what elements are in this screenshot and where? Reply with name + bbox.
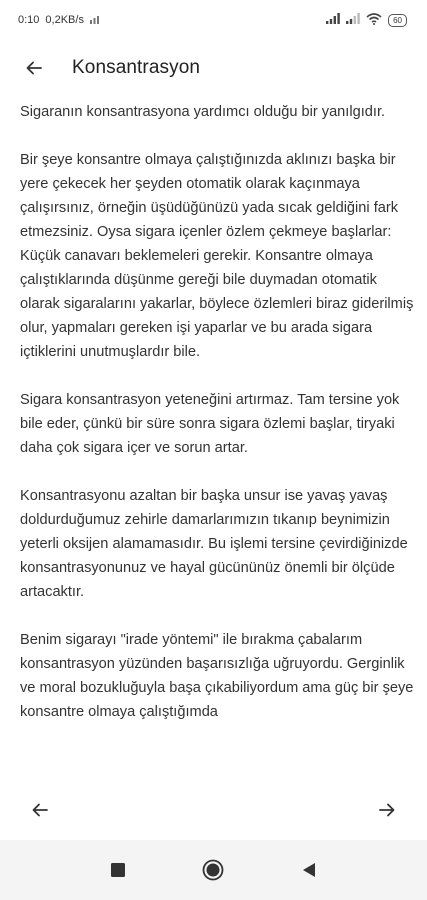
battery-icon: 60	[388, 14, 407, 27]
home-icon	[202, 859, 224, 881]
next-page-button[interactable]	[367, 790, 407, 830]
status-right	[326, 13, 407, 28]
wifi-icon	[366, 13, 382, 28]
network-speed: 0,2KB/s	[45, 14, 84, 26]
paragraph-2: Bir şeye konsantre olmaya çalıştığınızda aklınızı başka bir yere çekecek her şeyden otomatik olarak kaçınmaya çalışırsınız, örneğin üşüdüğünüzü yada sıcak geldiğini fark etmezsiniz. Oysa sigara içenler özlem çekmeye başlarlar: Küçük canavarı beklemeleri gerekir. Konsantre olmaya çalıştıklarında düşünme gereği bile duymadan otomatik olarak sigaralarını yakarlar, böylece özlemleri biraz giderilmiş olur, yapmaları gereken işi yaparlar ve bu arada sigara içtiklerini unutmuşlardır bile.	[20, 152, 414, 360]
recent-apps-button[interactable]	[103, 855, 133, 885]
page-title: Konsantrasyon	[72, 57, 201, 78]
arrow-left-icon	[24, 58, 44, 78]
article-content[interactable]	[20, 100, 415, 776]
status-left	[18, 14, 102, 27]
arrow-left-icon	[30, 800, 50, 820]
paragraph-5: Benim sigarayı "irade yöntemi" ile bırakma çabalarım konsantrasyon yüzünden başarısızlığa uğruyordu. Gerginlik ve moral bozukluğuyla başa çıkabiliyordum ama güç bir şeye konsantre olmaya çalıştığımda	[20, 632, 414, 720]
status-bar	[0, 0, 427, 40]
paragraph-4: Konsantrasyonu azaltan bir başka unsur ise yavaş yavaş doldurduğumuz zehirle damarlarımızın tıkanıp beynimizin yeterli oksijen alamamasıdır. Bu işlemi tersine çevirdiğinizde konsantrasyonunuz ve hayal gücününüz önemli bir ölçüde artacaktır.	[20, 488, 408, 600]
previous-page-button[interactable]	[20, 790, 60, 830]
home-button[interactable]	[198, 855, 228, 885]
data-activity-icon	[90, 14, 102, 27]
bottom-navigation	[0, 780, 427, 840]
app-bar	[0, 40, 427, 96]
system-navigation-bar	[0, 840, 427, 900]
recent-apps-icon	[111, 863, 125, 877]
system-back-button[interactable]	[294, 855, 324, 885]
signal-icon-2	[346, 13, 360, 27]
back-triangle-icon	[302, 862, 316, 878]
status-time: 0:10	[18, 14, 40, 26]
signal-icon	[326, 13, 340, 27]
arrow-right-icon	[377, 800, 397, 820]
back-button[interactable]	[14, 48, 54, 88]
paragraph-1: Sigaranın konsantrasyona yardımcı olduğu bir yanılgıdır.	[20, 104, 386, 120]
paragraph-3: Sigara konsantrasyon yeteneğini artırmaz. Tam tersine yok bile eder, çünkü bir süre sonra sigara özlemi başlar, tiryaki daha çok sigara içer ve sorun artar.	[20, 392, 400, 456]
